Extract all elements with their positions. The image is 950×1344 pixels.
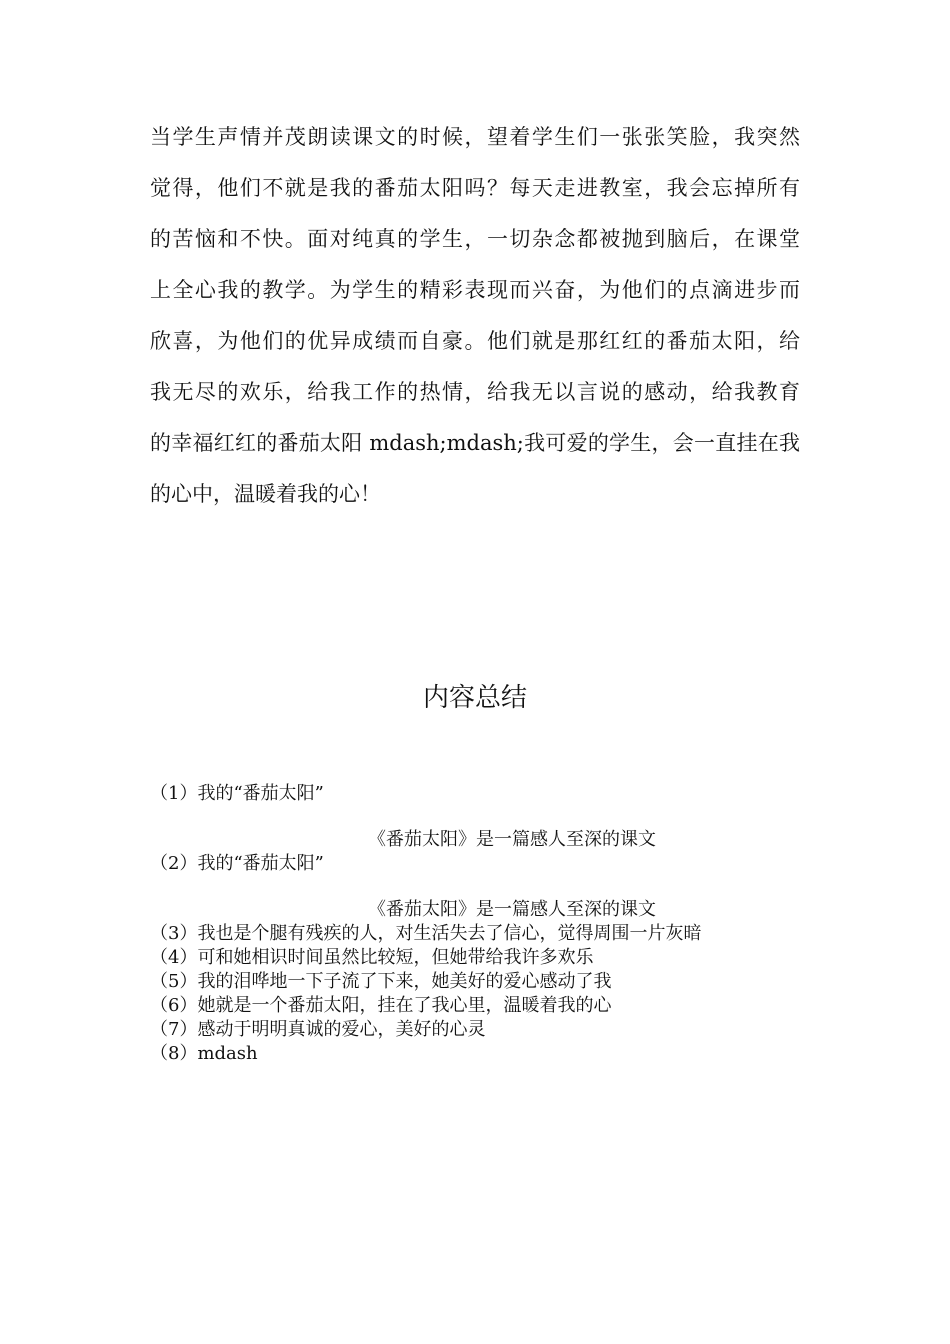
summary-item: （5）我的泪哗地一下子流了下来，她美好的爱心感动了我	[150, 971, 612, 992]
paragraph-line: 觉得，他们不就是我的番茄太阳吗？每天走进教室，我会忘掉所有	[150, 176, 800, 200]
paragraph-line: 的心中，温暖着我的心！	[150, 482, 381, 506]
summary-subitem: 《番茄太阳》是一篇感人至深的课文	[368, 899, 656, 920]
body-paragraph	[150, 112, 800, 520]
paragraph-line: 我无尽的欢乐，给我工作的热情，给我无以言说的感动，给我教育	[150, 380, 800, 404]
paragraph-line: 当学生声情并茂朗读课文的时候，望着学生们一张张笑脸，我突然	[150, 125, 800, 149]
summary-item: （6）她就是一个番茄太阳，挂在了我心里，温暖着我的心	[150, 995, 612, 1016]
summary-item: （1）我的“番茄太阳”	[150, 783, 324, 804]
summary-item: （7）感动于明明真诚的爱心，美好的心灵	[150, 1019, 486, 1040]
summary-list	[150, 782, 830, 1066]
paragraph-line: 的幸福红红的番茄太阳 mdash;mdash;我可爱的学生，会一直挂在我	[150, 431, 800, 455]
summary-item: （8）mdash	[150, 1043, 258, 1064]
paragraph-line: 的苦恼和不快。面对纯真的学生，一切杂念都被抛到脑后，在课堂	[150, 227, 800, 251]
summary-subitem: 《番茄太阳》是一篇感人至深的课文	[368, 829, 656, 850]
section-title: 内容总结	[422, 683, 527, 713]
summary-item: （3）我也是个腿有残疾的人，对生活失去了信心，觉得周围一片灰暗	[150, 923, 702, 944]
paragraph-line: 欣喜，为他们的优异成绩而自豪。他们就是那红红的番茄太阳，给	[150, 329, 800, 353]
summary-item: （2）我的“番茄太阳”	[150, 853, 324, 874]
paragraph-line: 上全心我的教学。为学生的精彩表现而兴奋，为他们的点滴进步而	[150, 278, 800, 302]
summary-item: （4）可和她相识时间虽然比较短，但她带给我许多欢乐	[150, 947, 594, 968]
